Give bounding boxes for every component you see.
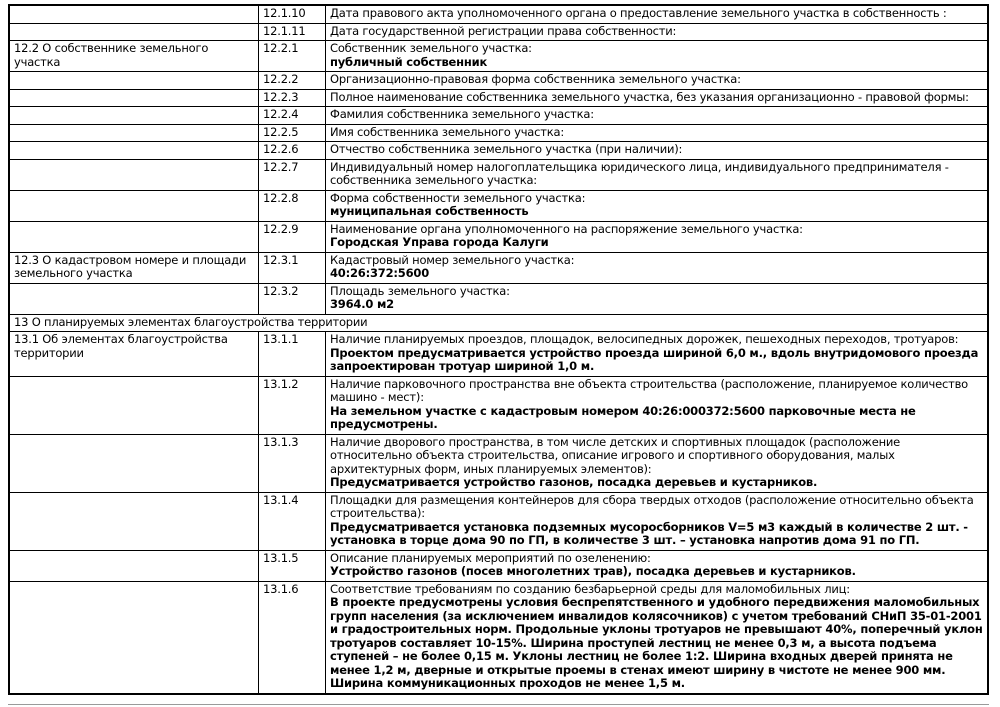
section-title-cell (9, 492, 259, 550)
item-content-cell (326, 252, 989, 283)
field-label: Наличие парковочного пространства вне объекта строительства (расположение, планируемое количество машино - мест): (330, 376, 968, 404)
field-label: Организационно-правовая форма собственника земельного участка: (330, 72, 741, 86)
item-number-cell: 12.2.2 (259, 72, 326, 90)
table-row (9, 23, 988, 41)
item-number-cell: 13.1.2 (259, 376, 326, 434)
field-label: Имя собственника земельного участка: (330, 124, 565, 139)
section-title-cell (9, 142, 259, 160)
field-label: Кадастровый номер земельного участка: (330, 252, 575, 267)
field-label: Площадь земельного участка: (330, 283, 510, 298)
field-value: 40:26:372:5600 (330, 266, 430, 280)
item-content-cell (326, 89, 989, 107)
section-title-cell (9, 159, 259, 190)
item-content-cell (326, 5, 989, 23)
item-content-cell (326, 72, 989, 90)
project-declaration-document (8, 4, 989, 705)
table-row (9, 252, 988, 283)
section-title-cell (9, 23, 259, 41)
declaration-table (8, 4, 989, 695)
section-title-cell: 13.1 Об элементах благоустройства территории (9, 332, 259, 377)
table-row (9, 221, 988, 252)
item-content-cell (326, 190, 989, 221)
table-row (9, 5, 988, 23)
section-title-cell (9, 72, 259, 90)
item-number-cell: 13.1.6 (259, 581, 326, 694)
section-title-cell: 12.3 О кадастровом номере и площади земельного участка (9, 252, 259, 283)
field-label: Форма собственности земельного участка: (330, 190, 586, 205)
item-content-cell (326, 376, 989, 434)
field-label: Индивидуальный номер налогоплательщика юридического лица, индивидуального предпринимателя - собственника земельного участка: (330, 159, 949, 187)
declaration-table-body (9, 5, 988, 694)
table-row (9, 159, 988, 190)
table-row (9, 581, 988, 694)
item-number-cell: 13.1.5 (259, 550, 326, 581)
item-number-cell: 13.1.3 (259, 434, 326, 492)
field-value: Городская Управа города Калуги (330, 235, 549, 249)
section-title-cell (9, 5, 259, 23)
section-header-cell: 13 О планируемых элементах благоустройства территории (9, 314, 988, 332)
field-value: В проекте предусмотрены условия беспрепятственного и удобного передвижения маломобильных групп населения (за исключением инвалидов колясочников) с учетом требований СНиП 35-01-2001 и градостроительных норм. Продольные уклоны тротуаров не превышают 40%, поперечный уклон тротуаров составляет 10-15%. Ширина проступей лестниц не менее 0,3 м, а высота подъема ступеней – не более 0,15 м. Уклоны лестниц не более 1:2. Ширина входных дверей принята не менее 1,2 м, дверные и открытые проемы в стенах имеют ширину в чистоте не менее 900 мм. Ширина коммуникационных проходов не менее 1,5 м. (330, 595, 983, 690)
item-number-cell: 12.3.1 (259, 252, 326, 283)
section-row (9, 314, 988, 332)
section-title-cell (9, 190, 259, 221)
field-label: Дата правового акта уполномоченного органа о предоставление земельного участка в собственность : (330, 6, 947, 20)
section-title-cell (9, 89, 259, 107)
item-content-cell (326, 550, 989, 581)
table-row (9, 142, 988, 160)
item-number-cell: 12.2.4 (259, 107, 326, 125)
item-content-cell (326, 41, 989, 72)
field-label: Полное наименование собственника земельного участка, без указания организационно - правовой формы: (330, 89, 969, 104)
item-content-cell (326, 142, 989, 160)
field-value: На земельном участке с кадастровым номером 40:26:000372:5600 парковочные места не предусмотрены. (330, 403, 916, 431)
item-content-cell (326, 23, 989, 41)
field-label: Собственник земельного участка: (330, 41, 532, 55)
table-row (9, 283, 988, 314)
item-number-cell: 12.2.3 (259, 89, 326, 107)
field-label: Площадки для размещения контейнеров для сбора твердых отходов (расположение относительно объекта строительства): (330, 492, 974, 520)
section-title-cell (9, 434, 259, 492)
item-number-cell: 12.2.6 (259, 142, 326, 160)
next-row-partial-border (8, 704, 989, 705)
field-label: Соответствие требованиям по созданию безбарьерной среды для маломобильных лиц: (330, 581, 850, 596)
section-title-cell (9, 550, 259, 581)
field-value: 3964.0 м2 (330, 297, 394, 311)
table-row (9, 434, 988, 492)
item-content-cell (326, 159, 989, 190)
item-content-cell (326, 434, 989, 492)
table-row (9, 89, 988, 107)
item-number-cell: 12.2.8 (259, 190, 326, 221)
section-title-cell (9, 124, 259, 142)
field-value: Устройство газонов (посев многолетних трав), посадка деревьев и кустарников. (330, 564, 856, 578)
table-row (9, 107, 988, 125)
item-content-cell (326, 124, 989, 142)
section-title-cell (9, 221, 259, 252)
item-number-cell: 12.2.5 (259, 124, 326, 142)
item-content-cell (326, 283, 989, 314)
item-number-cell: 12.1.11 (259, 23, 326, 41)
item-number-cell: 12.1.10 (259, 5, 326, 23)
table-row (9, 332, 988, 377)
item-number-cell: 12.2.7 (259, 159, 326, 190)
section-title-cell (9, 283, 259, 314)
table-row (9, 376, 988, 434)
item-content-cell (326, 492, 989, 550)
field-value: Проектом предусматривается устройство проезда шириной 6,0 м., вдоль внутридомового проезда запроектирован тротуар шириной 1,0 м. (330, 345, 979, 373)
item-content-cell (326, 332, 989, 377)
item-number-cell: 12.2.9 (259, 221, 326, 252)
table-row (9, 550, 988, 581)
item-number-cell: 13.1.4 (259, 492, 326, 550)
item-number-cell: 13.1.1 (259, 332, 326, 377)
table-row (9, 72, 988, 90)
field-label: Наличие планируемых проездов, площадок, велосипедных дорожек, пешеходных переходов, тротуаров: (330, 332, 959, 346)
section-title-cell (9, 107, 259, 125)
item-number-cell: 12.3.2 (259, 283, 326, 314)
item-content-cell (326, 221, 989, 252)
section-title-cell (9, 581, 259, 694)
table-row (9, 492, 988, 550)
item-content-cell (326, 107, 989, 125)
field-label: Описание планируемых мероприятий по озеленению: (330, 550, 651, 565)
section-title-cell: 12.2 О собственнике земельного участка (9, 41, 259, 72)
field-value: муниципальная собственность (330, 204, 529, 218)
field-label: Наименование органа уполномоченного на распоряжение земельного участка: (330, 221, 803, 236)
field-label: Фамилия собственника земельного участка: (330, 107, 594, 121)
field-label: Дата государственной регистрации права собственности: (330, 23, 677, 38)
table-row (9, 124, 988, 142)
item-content-cell (326, 581, 989, 694)
field-label: Отчество собственника земельного участка (при наличии): (330, 142, 683, 156)
section-title-cell (9, 376, 259, 434)
table-row (9, 41, 988, 72)
field-label: Наличие дворового пространства, в том числе детских и спортивных площадок (расположение относительно объекта строительства, описание игрового и спортивного оборудования, малых архитектурных форм, иных планируемых элементов): (330, 434, 901, 476)
table-row (9, 190, 988, 221)
field-value: Предусматривается установка подземных мусоросборников V=5 м3 каждый в количестве 2 шт. - установка в торце дома 90 по ГП, в количестве 3 шт. – установка напротив дома 91 по ГП. (330, 519, 968, 547)
field-value: Предусматривается устройство газонов, посадка деревьев и кустарников. (330, 475, 818, 489)
field-value: публичный собственник (330, 54, 488, 69)
item-number-cell: 12.2.1 (259, 41, 326, 72)
